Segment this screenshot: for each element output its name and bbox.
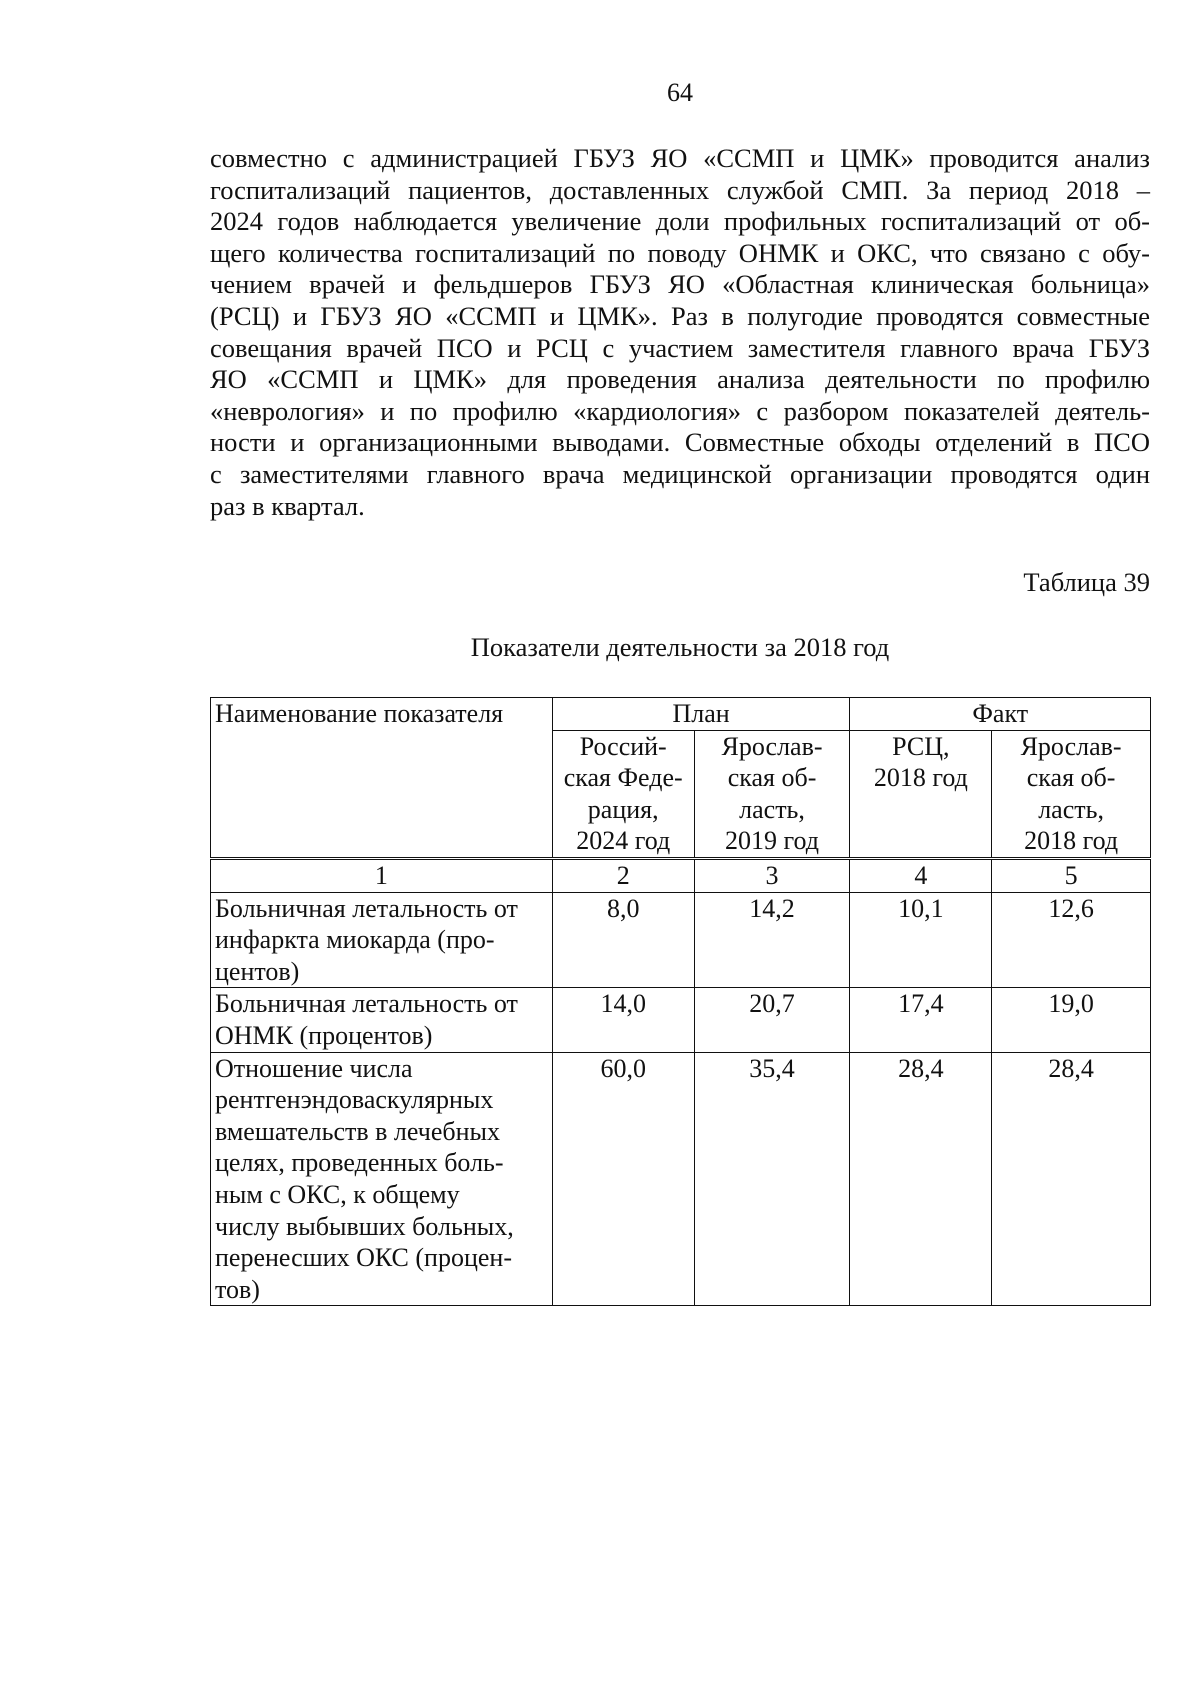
paragraph-line: ности и организационными выводами. Совместные обходы отделений в ПСО bbox=[210, 427, 1150, 458]
header-plan-rf bbox=[552, 730, 694, 858]
indicator-line: вмешательств в лечебных bbox=[215, 1116, 500, 1146]
indicator-line: рентгенэндоваскулярных bbox=[215, 1085, 494, 1115]
header-line: ская об- bbox=[727, 763, 817, 793]
indicator-line: тов) bbox=[215, 1274, 260, 1304]
header-line: 2018 год bbox=[873, 763, 968, 793]
table-row bbox=[211, 892, 1151, 988]
paragraph-line: совместно с администрацией ГБУЗ ЯО «ССМП и ЦМК» проводится анализ bbox=[210, 143, 1150, 173]
table-row bbox=[211, 988, 1151, 1052]
header-indicator: Наименование показателя bbox=[211, 698, 553, 859]
header-line: Ярослав- bbox=[1020, 731, 1122, 761]
paragraph-line: чением врачей и фельдшеров ГБУЗ ЯО «Областная клиническая больница» bbox=[210, 269, 1150, 300]
paragraph-line: «неврология» и по профилю «кардиология» с разбором показателей деятель- bbox=[210, 395, 1150, 426]
header-line: рация, bbox=[587, 794, 659, 824]
header-fact: Факт bbox=[850, 698, 1151, 731]
indicator-name bbox=[211, 988, 553, 1052]
indicator-line: целях, проведенных боль- bbox=[215, 1148, 504, 1178]
value-cell: 14,0 bbox=[552, 988, 694, 1052]
indicator-line: ОНМК (процентов) bbox=[215, 1020, 433, 1050]
value-cell: 19,0 bbox=[992, 988, 1151, 1052]
indicator-line: ным с ОКС, к общему bbox=[215, 1179, 460, 1209]
header-plan: План bbox=[552, 698, 850, 731]
header-fact-yar bbox=[992, 730, 1151, 858]
column-number: 5 bbox=[992, 858, 1151, 892]
table-header-row bbox=[211, 698, 1151, 731]
paragraph-line: щего количества госпитализаций по поводу ОНМК и ОКС, что связано с обу- bbox=[210, 237, 1150, 268]
header-plan-yar bbox=[694, 730, 850, 858]
table-row bbox=[211, 1052, 1151, 1306]
paragraph-line: с заместителями главного врача медицинской организации проводятся один bbox=[210, 458, 1150, 489]
indicator-line: Больничная летальность от bbox=[215, 989, 518, 1019]
paragraph-line: ЯО «ССМП и ЦМК» для проведения анализа деятельности по профилю bbox=[210, 364, 1150, 395]
indicator-line: Больничная летальность от bbox=[215, 893, 518, 923]
column-number: 1 bbox=[211, 858, 553, 892]
value-cell: 28,4 bbox=[850, 1052, 992, 1306]
indicator-line: перенесших ОКС (процен- bbox=[215, 1243, 512, 1273]
value-cell: 35,4 bbox=[694, 1052, 850, 1306]
value-cell: 10,1 bbox=[850, 892, 992, 988]
column-number: 2 bbox=[552, 858, 694, 892]
header-line: Россий- bbox=[579, 731, 667, 761]
paragraph-line: совещания врачей ПСО и РСЦ с участием заместителя главного врача ГБУЗ bbox=[210, 332, 1150, 363]
header-line: 2018 год bbox=[1024, 826, 1119, 856]
header-line: ская Феде- bbox=[563, 763, 683, 793]
header-fact-rsc bbox=[850, 730, 992, 858]
header-line: ласть, bbox=[1038, 794, 1104, 824]
table-title: Показатели деятельности за 2018 год bbox=[470, 632, 890, 662]
value-cell: 14,2 bbox=[694, 892, 850, 988]
table-label: Таблица 39 bbox=[1023, 567, 1150, 597]
value-cell: 60,0 bbox=[552, 1052, 694, 1306]
indicators-table bbox=[210, 697, 1151, 1306]
indicator-name bbox=[211, 892, 553, 988]
header-line: 2019 год bbox=[725, 826, 820, 856]
paragraph-line: госпитализаций пациентов, доставленных службой СМП. За период 2018 – bbox=[210, 174, 1150, 205]
header-line: Ярослав- bbox=[721, 731, 823, 761]
page-number: 64 bbox=[667, 78, 693, 107]
column-number: 3 bbox=[694, 858, 850, 892]
paragraph-line: (РСЦ) и ГБУЗ ЯО «ССМП и ЦМК». Раз в полугодие проводятся совместные bbox=[210, 300, 1150, 331]
value-cell: 12,6 bbox=[992, 892, 1151, 988]
indicator-line: центов) bbox=[215, 956, 300, 986]
paragraph-line: 2024 годов наблюдается увеличение доли профильных госпитализаций от об- bbox=[210, 206, 1150, 237]
indicator-line: числу выбывших больных, bbox=[215, 1211, 514, 1241]
column-number-row bbox=[211, 858, 1151, 892]
column-number: 4 bbox=[850, 858, 992, 892]
header-line: ская об- bbox=[1026, 763, 1116, 793]
value-cell: 17,4 bbox=[850, 988, 992, 1052]
value-cell: 20,7 bbox=[694, 988, 850, 1052]
indicator-line: Отношение числа bbox=[215, 1053, 413, 1083]
indicator-line: инфаркта миокарда (про- bbox=[215, 925, 495, 955]
indicator-name bbox=[211, 1052, 553, 1306]
header-line: РСЦ, bbox=[892, 731, 950, 761]
value-cell: 8,0 bbox=[552, 892, 694, 988]
paragraph-line: раз в квартал. bbox=[210, 490, 365, 521]
value-cell: 28,4 bbox=[992, 1052, 1151, 1306]
header-line: 2024 год bbox=[576, 826, 671, 856]
header-line: ласть, bbox=[739, 794, 805, 824]
body-paragraph bbox=[210, 143, 1150, 522]
